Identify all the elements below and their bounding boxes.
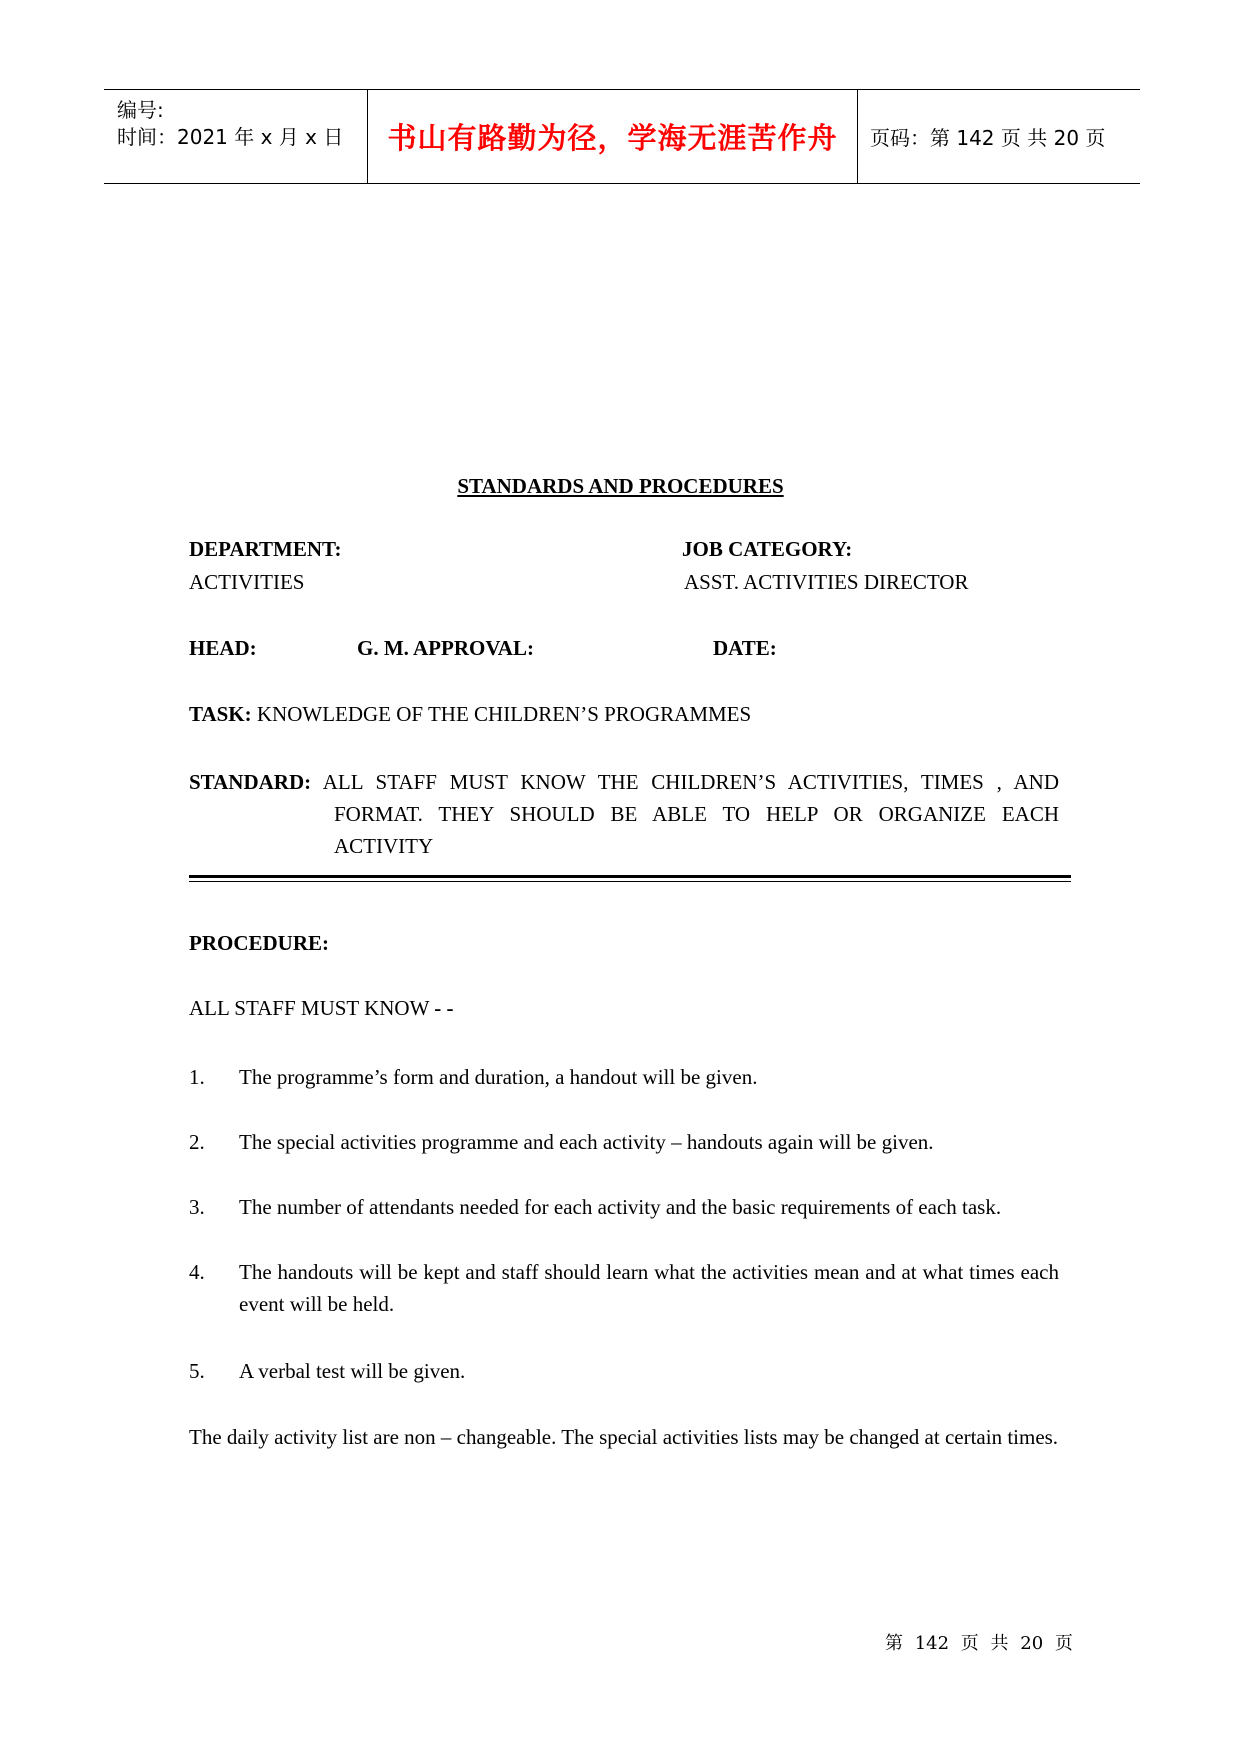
list-item-number: 5. (189, 1359, 205, 1383)
header-left-cell (104, 90, 368, 183)
standard-line-1: ALL STAFF MUST KNOW THE CHILDREN’S ACTIVITIES, TIMES , AND (322, 770, 1059, 794)
list-item-text: The programme’s form and duration, a handout will be given. (239, 1065, 758, 1089)
divider-thin (189, 881, 1071, 882)
all-staff-dashes: - - (434, 996, 454, 1020)
department-value: ACTIVITIES (189, 570, 305, 594)
list-item-text: The number of attendants needed for each activity and the basic requirements of each task. (239, 1195, 1002, 1219)
list-item-text: A verbal test will be given. (239, 1359, 466, 1383)
standard-first-line (189, 766, 1059, 798)
list-item-number: 2. (189, 1130, 205, 1154)
job-category-value: ASST. ACTIVITIES DIRECTOR (684, 570, 969, 594)
header-page-info: 页码：第 142 页 共 20 页 (870, 126, 1106, 150)
department-label: DEPARTMENT: (189, 537, 342, 561)
all-staff-intro: ALL STAFF MUST KNOW (189, 996, 430, 1020)
time-label: 时间：2021 年 x 月 x 日 (117, 125, 344, 149)
head-label: HEAD: (189, 636, 257, 660)
procedure-label: PROCEDURE: (189, 931, 329, 955)
motto: 书山有路勤为径，学海无涯苦作舟 (387, 121, 838, 155)
list-item-text: The special activities programme and each activity – handouts again will be given. (239, 1130, 934, 1154)
job-category-label: JOB CATEGORY: (682, 537, 853, 561)
header-mid-cell (368, 90, 858, 183)
list-item (189, 1191, 1059, 1223)
code-label: 编号: (117, 98, 164, 122)
page-footer: 第 142 页 共 20 页 (885, 1633, 1073, 1654)
task-line (189, 702, 751, 727)
closing-paragraph: The daily activity list are non – changeable. The special activities lists may be changed at certain times. (189, 1425, 1059, 1449)
list-item-number: 4. (189, 1260, 205, 1284)
header-right-cell (858, 90, 1140, 183)
document-title: STANDARDS AND PROCEDURES (457, 474, 784, 498)
date-label: DATE: (713, 636, 777, 660)
divider-thick (189, 875, 1071, 878)
list-item-number: 1. (189, 1065, 205, 1089)
task-label: TASK: (189, 702, 252, 726)
gm-approval-label: G. M. APPROVAL: (357, 636, 534, 660)
list-item (189, 1256, 1059, 1320)
list-item-number: 3. (189, 1195, 205, 1219)
list-item-text: The handouts will be kept and staff should learn what the activities mean and at what times each event will be held. (239, 1260, 1059, 1316)
all-staff-line (189, 996, 454, 1021)
page-header (104, 89, 1140, 184)
standard-continuation (334, 798, 1059, 862)
standard-label: STANDARD: (189, 770, 312, 794)
task-value: KNOWLEDGE OF THE CHILDREN’S PROGRAMMES (256, 702, 752, 726)
standard-block (189, 766, 1059, 862)
standard-line-2: FORMAT. THEY SHOULD BE ABLE TO HELP OR ORGANIZE EACH (334, 802, 1059, 826)
list-item (189, 1126, 1059, 1158)
standard-line-3: ACTIVITY (334, 834, 434, 858)
list-item (189, 1061, 1059, 1093)
list-item (189, 1355, 1059, 1387)
